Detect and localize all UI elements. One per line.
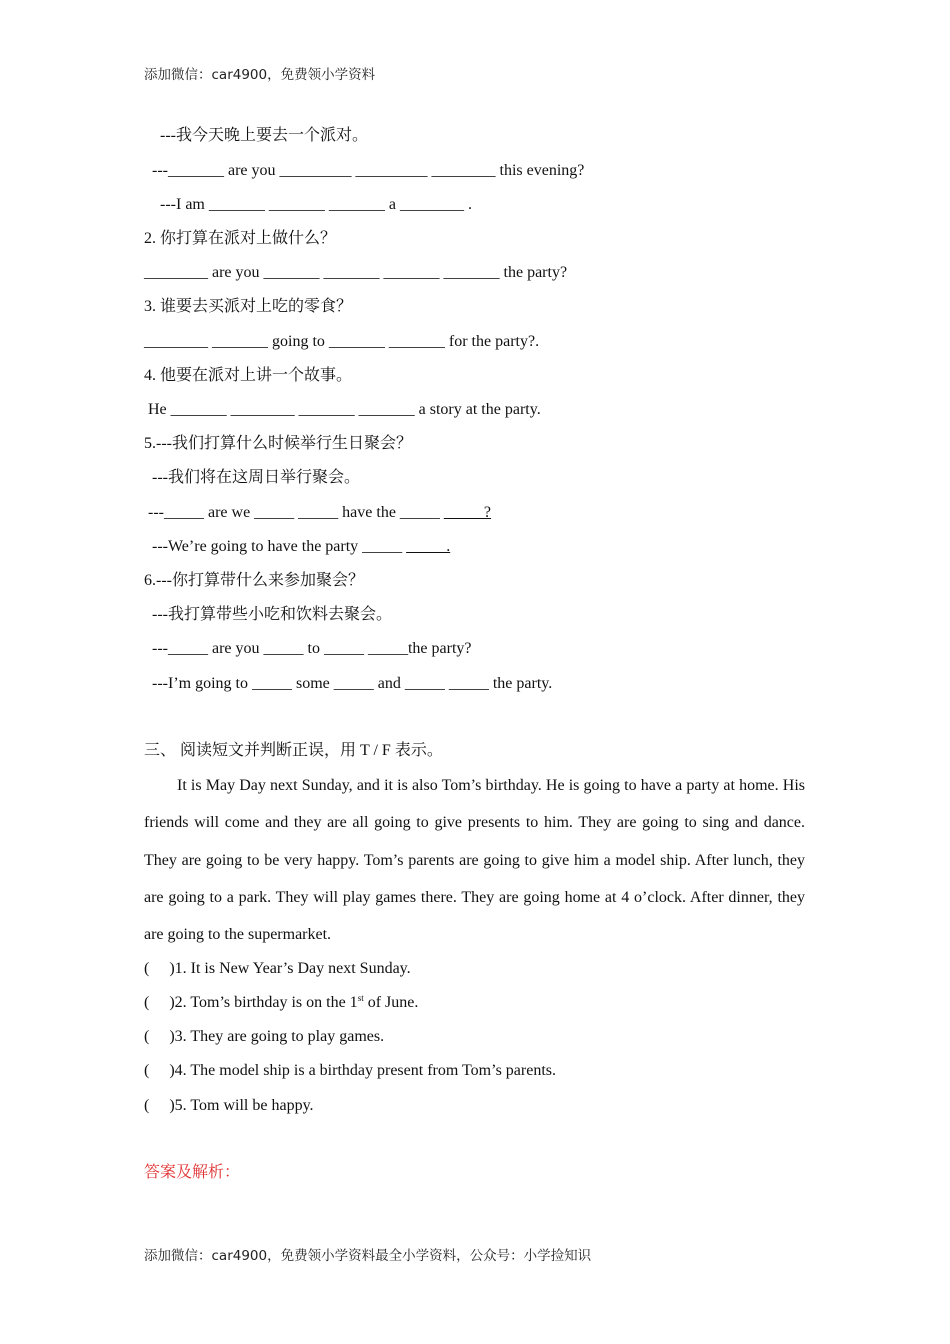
page-footer: 添加微信：car4900，免费领小学资料最全小学资料，公众号：小学捡知识 — [144, 1248, 592, 1264]
reading-passage: It is May Day next Sunday, and it is also Tom’s birthday. He is going to have a party at home. His friends will come and they are all going to give presents to him. They are going to sing and dance. They are going to be very happy. Tom’s parents are going to give him a model ship. After lunch, they are going to a park. They will play games there. They are going home at 4 o’clock. After dinner, they are going to the supermarket. — [144, 777, 805, 944]
exercise-line: ________ are you _______ _______ _______ _______ the party? — [144, 264, 568, 281]
exercise-line: ---我们将在这周日举行聚会。 — [152, 469, 360, 486]
exercise-line: ---_______ are you _________ _________ ________ this evening? — [152, 162, 585, 179]
exercise-line: ---_____ are you _____ to _____ _____the party? — [152, 640, 472, 657]
question-item: ( )1. It is New Year’s Day next Sunday. — [144, 960, 411, 977]
section-title: 三、 阅读短文并判断正误，用 T / F 表示。 — [144, 742, 443, 759]
question-item: ( )3. They are going to play games. — [144, 1028, 385, 1045]
question-item: ( )2. Tom’s birthday is on the 1st of June. — [144, 993, 419, 1011]
question-item: ( )4. The model ship is a birthday present from Tom’s parents. — [144, 1062, 556, 1079]
page-header: 添加微信：car4900，免费领小学资料 — [144, 67, 376, 83]
exercise-line: 3. 谁要去买派对上吃的零食？ — [144, 298, 353, 315]
exercise-line: ________ _______ going to _______ _______ for the party?. — [144, 333, 540, 350]
exercise-line: ---_____ are we _____ _____ have the _____ _____? — [148, 504, 492, 521]
exercise-line: He _______ ________ _______ _______ a story at the party. — [148, 401, 541, 418]
exercise-line: ---We’re going to have the party _____ _____. — [152, 538, 451, 555]
question-item: ( )5. Tom will be happy. — [144, 1097, 314, 1114]
exercise-line: ---I am _______ _______ _______ a ________ . — [160, 196, 472, 213]
exercise-line: 6.---你打算带什么来参加聚会？ — [144, 572, 364, 589]
answer-heading: 答案及解析： — [144, 1164, 241, 1181]
exercise-line: 2. 你打算在派对上做什么？ — [144, 230, 337, 247]
exercise-line: 4. 他要在派对上讲一个故事。 — [144, 367, 353, 384]
exercise-line: ---我今天晚上要去一个派对。 — [160, 127, 368, 144]
exercise-line: ---I’m going to _____ some _____ and _____ _____ the party. — [152, 675, 553, 692]
exercise-line: ---我打算带些小吃和饮料去聚会。 — [152, 606, 392, 623]
exercise-line: 5.---我们打算什么时候举行生日聚会？ — [144, 435, 412, 452]
